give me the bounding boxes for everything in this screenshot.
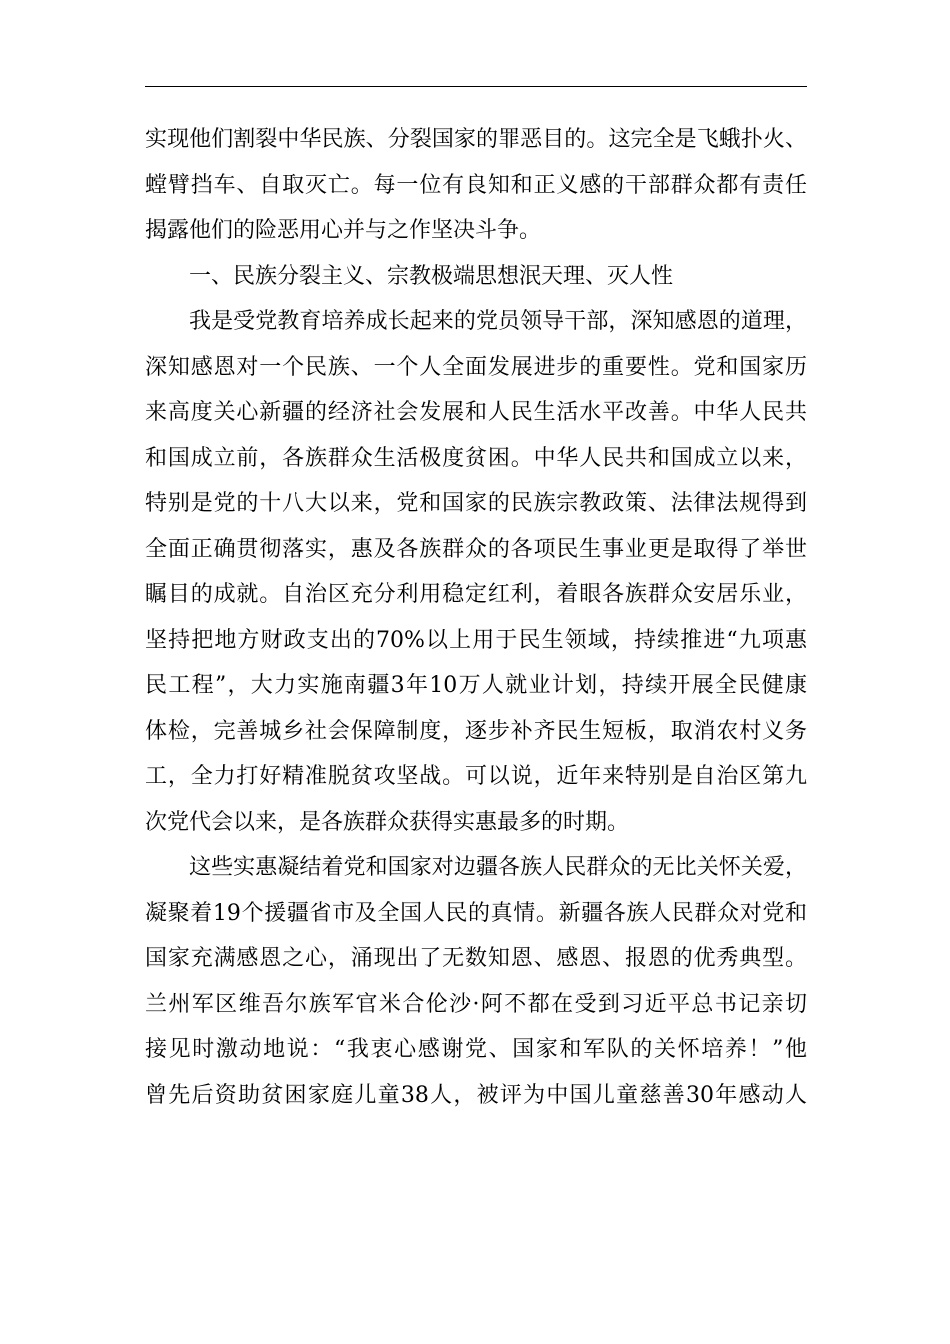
text-line: 螳臂挡车、自取灭亡。每一位有良知和正义感的干部群众都有责任	[145, 172, 807, 198]
text-line: 全面正确贯彻落实，惠及各族群众的各项民生事业更是取得了举世	[145, 536, 807, 562]
text-line: 特别是党的十八大以来，党和国家的民族宗教政策、法律法规得到	[145, 491, 807, 516]
text-line: 坚持把地方财政支出的70%以上用于民生领域，持续推进“九项惠	[145, 627, 807, 653]
text-line: 体检，完善城乡社会保障制度，逐步补齐民生短板，取消农村义务	[145, 718, 807, 744]
body-text	[145, 117, 807, 1118]
text-line: 实现他们割裂中华民族、分裂国家的罪恶目的。这完全是飞蛾扑火、	[145, 127, 807, 152]
text-line: 曾先后资助贫困家庭儿童38人，被评为中国儿童慈善30年感动人	[145, 1082, 807, 1108]
text-line: 我是受党教育培养成长起来的党员领导干部，深知感恩的道理，	[189, 309, 807, 334]
text-line: 次党代会以来，是各族群众获得实惠最多的时期。	[145, 809, 630, 835]
text-line: 接见时激动地说：“我衷心感谢党、国家和军队的关怀培养！”他	[145, 1037, 807, 1062]
text-line: 瞩目的成就。自治区充分利用稳定红利，着眼各族群众安居乐业，	[145, 582, 807, 607]
text-line: 来高度关心新疆的经济社会发展和人民生活水平改善。中华人民共	[145, 400, 807, 425]
text-line: 和国成立前，各族群众生活极度贫困。中华人民共和国成立以来，	[145, 445, 807, 471]
text-line: 国家充满感恩之心，涌现出了无数知恩、感恩、报恩的优秀典型。	[145, 946, 807, 971]
section-heading: 一、民族分裂主义、宗教极端思想泯天理、灭人性	[189, 263, 674, 289]
text-line: 揭露他们的险恶用心并与之作坚决斗争。	[145, 218, 542, 243]
text-line: 民工程”，大力实施南疆3年10万人就业计划，持续开展全民健康	[145, 673, 807, 698]
text-line: 深知感恩对一个民族、一个人全面发展进步的重要性。党和国家历	[145, 354, 807, 380]
text-line: 这些实惠凝结着党和国家对边疆各族人民群众的无比关怀关爱，	[189, 855, 807, 880]
text-line: 凝聚着19个援疆省市及全国人民的真情。新疆各族人民群众对党和	[145, 900, 807, 926]
header-rule	[145, 86, 807, 87]
text-line: 兰州军区维吾尔族军官米合伦沙·阿不都在受到习近平总书记亲切	[145, 991, 807, 1017]
text-line: 工，全力打好精准脱贫攻坚战。可以说，近年来特别是自治区第九	[145, 764, 807, 789]
